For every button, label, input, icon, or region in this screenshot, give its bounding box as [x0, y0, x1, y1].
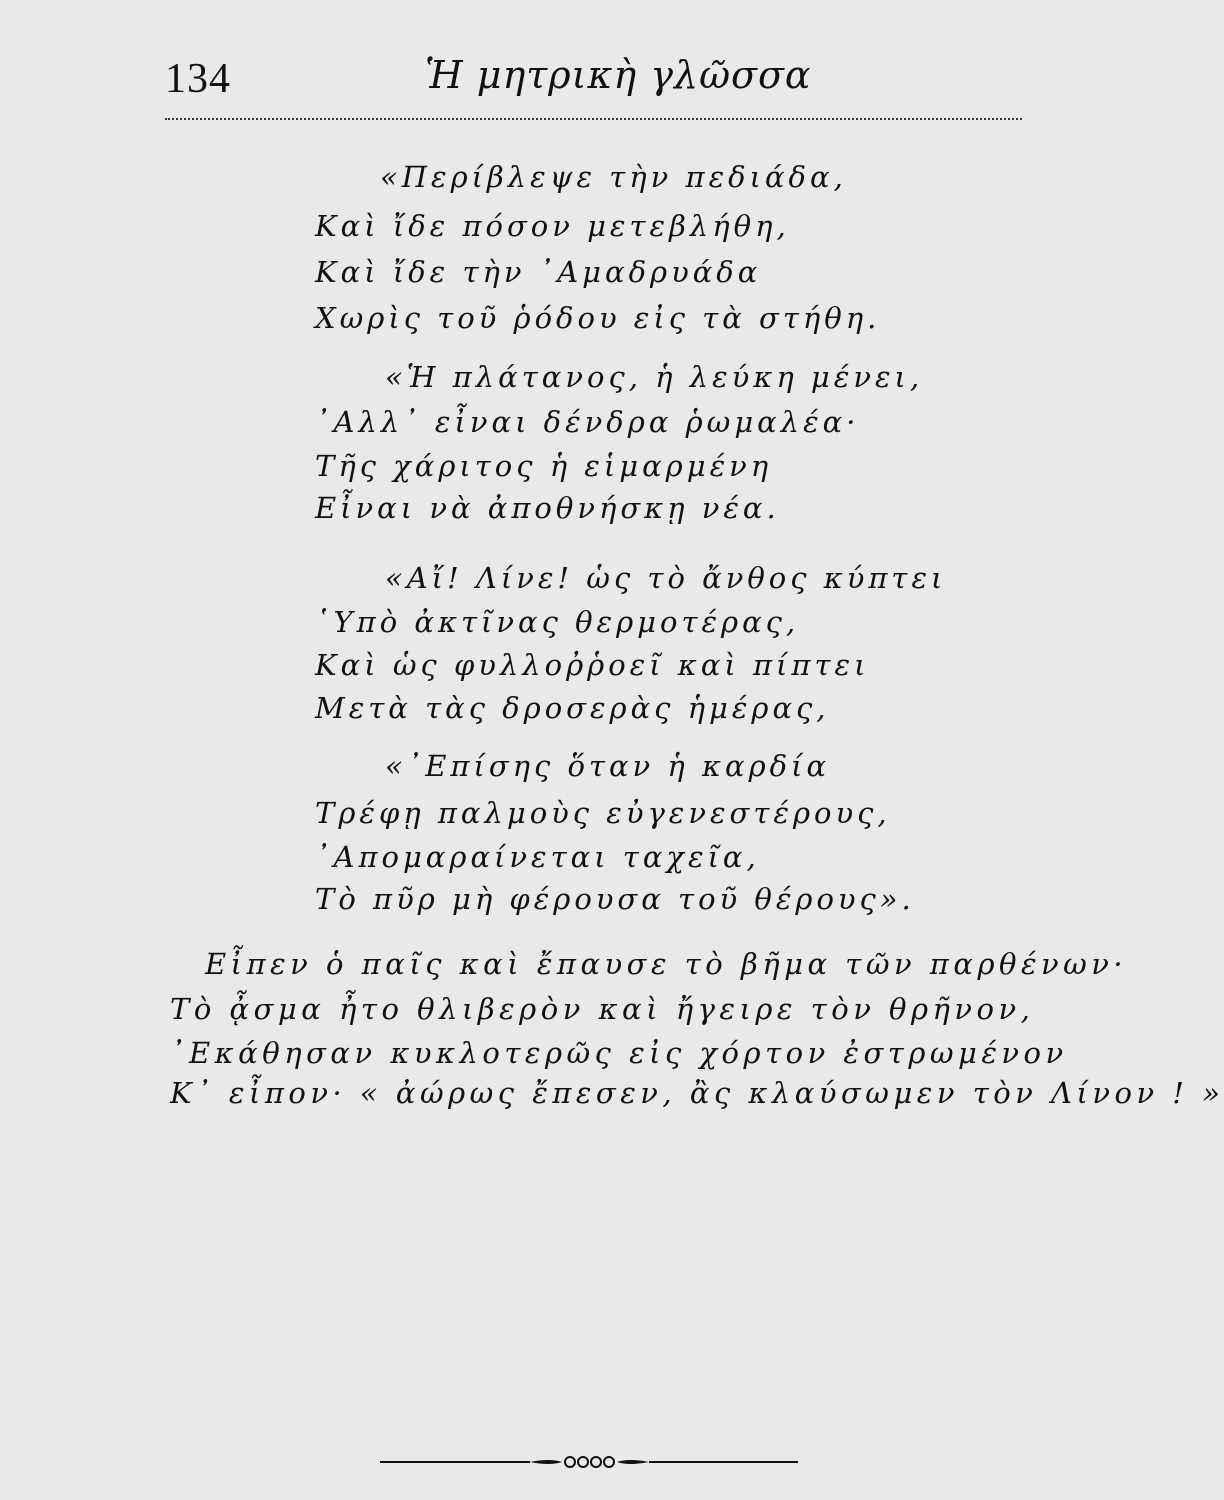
poem-line: Εἶναι νὰ ἀποθνήσκῃ νέα. [315, 491, 780, 525]
page-header [0, 0, 1039, 130]
poem-line: Καὶ ἴδε πόσον μετεβλήθη, [315, 209, 790, 243]
poem-line: Καὶ ὡς φυλλοῤῥοεῖ καὶ πίπτει [315, 648, 870, 682]
poem-line: ᾿Απομαραίνεται ταχεῖα, [315, 840, 760, 874]
poem-line: Τὸ πῦρ μὴ φέρουσα τοῦ θέρους». [315, 882, 915, 916]
tailpiece-ornament-icon [380, 1450, 800, 1474]
poem-line: «Ἡ πλάτανος, ἡ λεύκη μένει, [385, 360, 924, 394]
poem-line: Χωρὶς τοῦ ῥόδου εἰς τὰ στήθη. [315, 301, 881, 335]
closing-line: ᾿Εκάθησαν κυκλοτερῶς εἰς χόρτον ἐστρωμένον [170, 1036, 1068, 1070]
poem-line: Τῆς χάριτος ἡ εἱμαρμένη [315, 449, 773, 483]
running-title: Ἡ μητρικὴ γλῶσσα [425, 53, 812, 97]
closing-line: Εἶπεν ὁ παῖς καὶ ἔπαυσε τὸ βῆμα τῶν παρθένων· [205, 947, 1128, 981]
poem-line: «Αἴ! Λίνε! ὡς τὸ ἄνθος κύπτει [385, 561, 947, 595]
poem-line: ᾿Αλλ᾿ εἶναι δένδρα ῥωμαλέα· [315, 405, 860, 439]
poem-line: ῾Υπὸ ἀκτῖνας θερμοτέρας, [315, 605, 800, 639]
closing-line: Τὸ ᾆσμα ἦτο θλιβερὸν καὶ ἤγειρε τὸν θρῆνον, [170, 992, 1035, 1026]
poem-line: Τρέφῃ παλμοὺς εὐγενεστέρους, [315, 796, 891, 830]
page-number: 134 [165, 56, 231, 102]
poem-line: Καὶ ἴδε τὴν ᾿Αμαδρυάδα [315, 255, 762, 289]
closing-line: Κ᾿ εἶπον· « ἀώρως ἔπεσεν, ἂς κλαύσωμεν τὸν Λίνον ! » [170, 1076, 1224, 1110]
header-rule [165, 118, 1022, 120]
poem-line: Μετὰ τὰς δροσερὰς ἡμέρας, [315, 691, 830, 725]
poem-line: «᾿Επίσης ὅταν ἡ καρδία [385, 749, 831, 783]
poem-line: «Περίβλεψε τὴν πεδιάδα, [380, 160, 847, 194]
